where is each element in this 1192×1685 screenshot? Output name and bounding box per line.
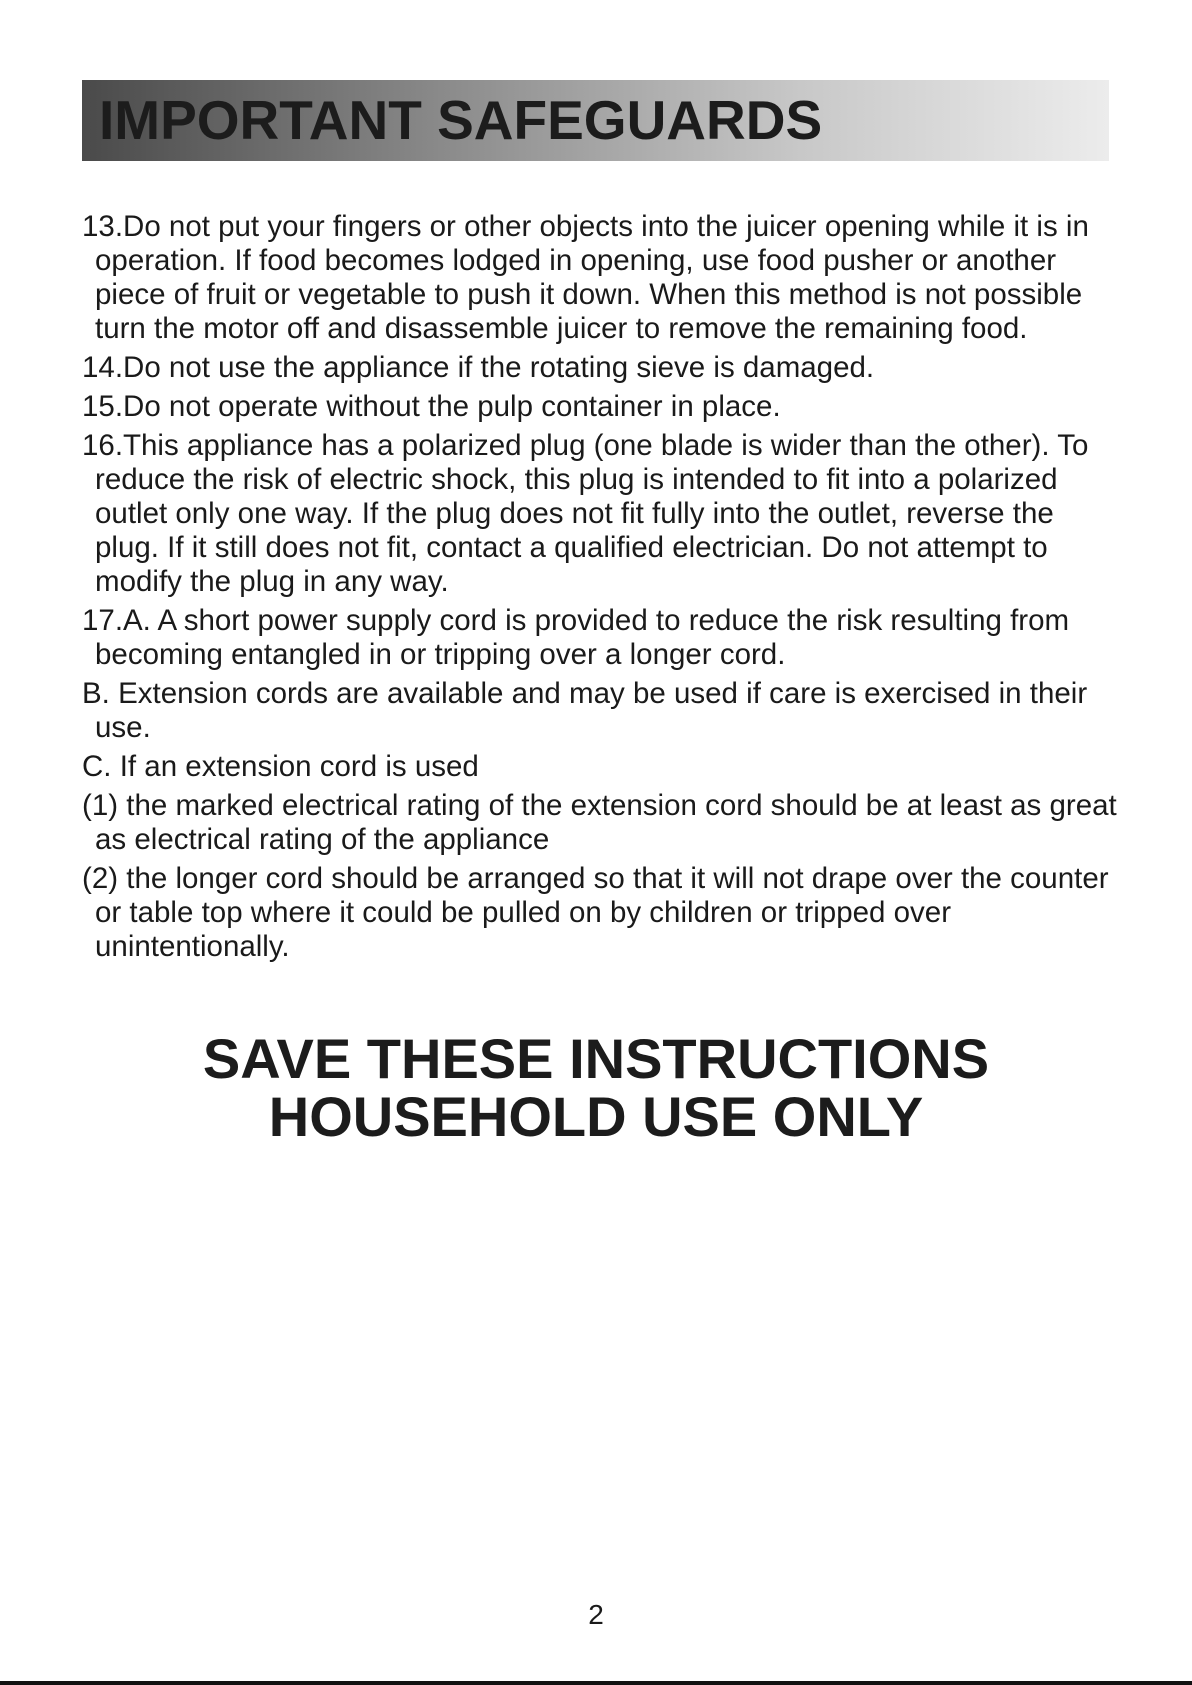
safeguards-list bbox=[82, 210, 1122, 969]
section-header-bar bbox=[82, 80, 1109, 161]
page-bottom-rule bbox=[0, 1681, 1192, 1685]
list-item: 15.Do not operate without the pulp container in place. bbox=[82, 390, 781, 423]
household-use-heading: HOUSEHOLD USE ONLY bbox=[268, 1085, 924, 1148]
list-item: (1) the marked electrical rating of the extension cord should be at least as great as electrical rating of the appliance bbox=[82, 789, 1117, 856]
list-item: (2) the longer cord should be arranged so that it will not drape over the counter or table top where it could be pulled on by children or tripped over unintentionally. bbox=[82, 862, 1109, 963]
closing-notice bbox=[0, 1027, 1192, 1148]
list-item: 16.This appliance has a polarized plug (one blade is wider than the other). To reduce the risk of electric shock, this plug is intended to fit into a polarized outlet only one way. If the plug does not fit fully into the outlet, reverse the plug. If it still does not fit, contact a qualified electrician. Do not attempt to modify the plug in any way. bbox=[82, 429, 1089, 598]
list-item: C. If an extension cord is used bbox=[82, 750, 479, 783]
list-item: 14.Do not use the appliance if the rotating sieve is damaged. bbox=[82, 351, 875, 384]
save-instructions-heading: SAVE THESE INSTRUCTIONS bbox=[202, 1027, 990, 1090]
page-title: IMPORTANT SAFEGUARDS bbox=[99, 89, 823, 151]
list-item: 13.Do not put your fingers or other objects into the juicer opening while it is in operation. If food becomes lodged in opening, use food pusher or another piece of fruit or vegetable to push it down. When this method is not possible turn the motor off and disassemble juicer to remove the remaining food. bbox=[82, 210, 1089, 345]
page-number: 2 bbox=[588, 1599, 604, 1630]
list-item: 17.A. A short power supply cord is provided to reduce the risk resulting from becoming entangled in or tripping over a longer cord. bbox=[82, 604, 1070, 671]
list-item: B. Extension cords are available and may be used if care is exercised in their use. bbox=[82, 677, 1088, 744]
